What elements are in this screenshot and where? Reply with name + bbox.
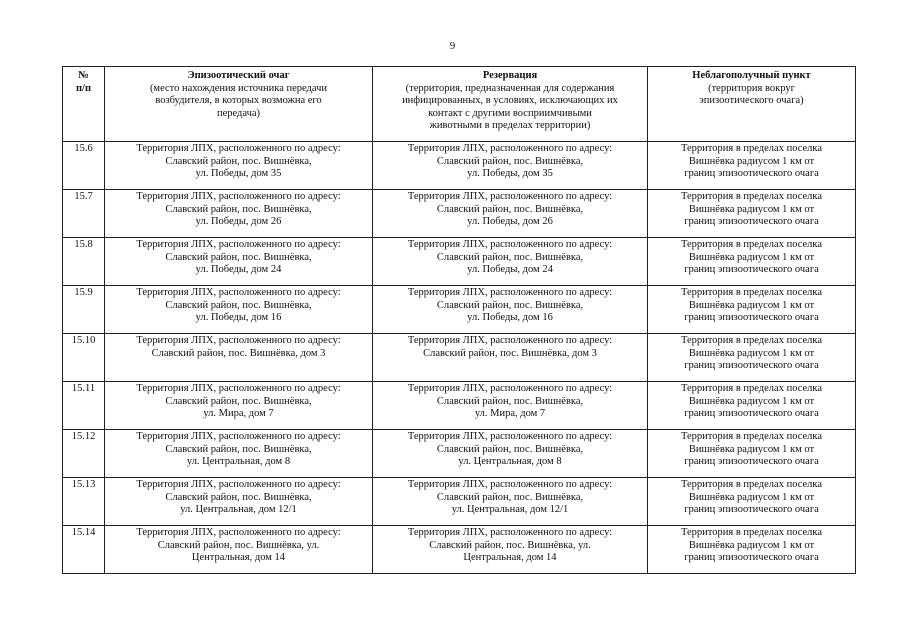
text-line: Славский район, пос. Вишнёвка, [165, 203, 312, 215]
text-line: 15.9 [74, 287, 93, 298]
problem-area-cell [648, 190, 856, 238]
text-line: Территория ЛПХ, расположенного по адресу: [136, 191, 341, 202]
text-line: Территория ЛПХ, расположенного по адресу: [407, 143, 613, 154]
text-line: Территория в пределах поселка [681, 527, 822, 538]
text-line: Территория ЛПХ, расположенного по адресу: [407, 191, 613, 202]
text-line: Территория в пределах поселка [681, 431, 822, 442]
text-line: Славский район, пос. Вишнёвка, [436, 251, 584, 263]
problem-area-cell [648, 478, 856, 526]
text-line: контакт с другими восприимчивыми [428, 107, 592, 119]
text-line: (территория вокруг [708, 82, 795, 94]
table-row [63, 334, 856, 382]
text-line: 15.10 [71, 335, 96, 346]
text-line: границ эпизоотического очага [684, 408, 819, 419]
text-line: ул. Победы, дом 16 [195, 312, 282, 323]
problem-area-cell [648, 334, 856, 382]
text-line: передача) [216, 107, 261, 119]
text-line: Славский район, пос. Вишнёвка, [436, 491, 584, 503]
table-row [63, 430, 856, 478]
text-line: Территория в пределах поселка [681, 335, 822, 346]
text-line: Славский район, пос. Вишнёвка, [165, 491, 312, 503]
table-row [63, 478, 856, 526]
text-line: Территория ЛПХ, расположенного по адресу: [136, 479, 341, 490]
row-number-cell [63, 478, 105, 526]
header-title [65, 70, 102, 95]
focus-address-cell [105, 382, 373, 430]
text-line: Территория в пределах поселка [681, 239, 822, 250]
text-line: эпизоотического очага) [699, 95, 804, 106]
text-line: ул. Победы, дом 24 [195, 264, 282, 275]
reservation-address-cell [373, 190, 648, 238]
text-line: ул. Мира, дом 7 [203, 408, 274, 419]
text-line: Вишнёвка радиусом 1 км от [688, 443, 815, 455]
text-line: ул. Победы, дом 26 [467, 216, 553, 227]
text-line: Территория ЛПХ, расположенного по адресу: [407, 479, 613, 490]
text-line: границ эпизоотического очага [684, 216, 819, 227]
table-row [63, 142, 856, 190]
text-line: Вишнёвка радиусом 1 км от [688, 395, 815, 407]
text-line: границ эпизоотического очага [684, 456, 819, 467]
text-line: Территория ЛПХ, расположенного по адресу: [407, 431, 613, 442]
text-line: ул. Мира, дом 7 [474, 408, 546, 419]
text-line: ул. Центральная, дом 12/1 [451, 504, 569, 515]
text-line: Территория ЛПХ, расположенного по адресу: [407, 335, 613, 346]
text-line: границ эпизоотического очага [684, 504, 819, 515]
reservation-address-cell [373, 286, 648, 334]
text-line: Территория ЛПХ, расположенного по адресу: [136, 527, 341, 538]
table-row [63, 286, 856, 334]
text-line: Вишнёвка радиусом 1 км от [688, 251, 815, 263]
text-line: 15.14 [71, 527, 96, 538]
text-line: 15.7 [74, 191, 93, 202]
row-number-cell [63, 286, 105, 334]
text-line: 15.8 [74, 239, 93, 250]
focus-address-cell [105, 526, 373, 574]
table-row [63, 238, 856, 286]
text-line: Славский район, пос. Вишнёвка, [436, 395, 584, 407]
text-line: ул. Центральная, дом 12/1 [180, 504, 297, 515]
text-line: п/п [75, 82, 92, 94]
text-line: Территория ЛПХ, расположенного по адресу: [136, 335, 341, 346]
problem-area-cell [648, 238, 856, 286]
row-number-cell [63, 526, 105, 574]
text-line: ул. Победы, дом 24 [467, 264, 553, 275]
text-line: 15.12 [71, 431, 96, 442]
table-header-row [63, 67, 856, 142]
text-line: Территория ЛПХ, расположенного по адресу: [136, 143, 341, 154]
text-line: ул. Победы, дом 35 [467, 168, 553, 179]
page-number: 9 [449, 40, 456, 52]
text-line: Славский район, пос. Вишнёвка, дом 3 [151, 347, 326, 359]
text-line: Территория ЛПХ, расположенного по адресу: [136, 431, 341, 442]
focus-address-cell [105, 238, 373, 286]
text-line: границ эпизоотического очага [684, 168, 819, 179]
text-line: Славский район, пос. Вишнёвка, [165, 251, 312, 263]
text-line: Славский район, пос. Вишнёвка, [436, 299, 584, 311]
text-line: Территория ЛПХ, расположенного по адресу: [136, 383, 341, 394]
row-number-cell [63, 430, 105, 478]
text-line: Территория ЛПХ, расположенного по адресу: [407, 527, 613, 538]
reservation-address-cell [373, 142, 648, 190]
text-line: (территория, предназначенная для содержания [405, 82, 615, 94]
text-line: Центральная, дом 14 [191, 552, 286, 563]
text-line: Славский район, пос. Вишнёвка, дом 3 [423, 347, 597, 359]
text-line: Территория в пределах поселка [681, 143, 822, 154]
text-line: Вишнёвка радиусом 1 км от [688, 203, 815, 215]
text-line: ул. Победы, дом 16 [467, 312, 553, 323]
focus-address-cell [105, 286, 373, 334]
reservation-address-cell [373, 334, 648, 382]
text-line: Территория в пределах поселка [681, 191, 822, 202]
table-body [63, 142, 856, 574]
text-line: 15.11 [71, 383, 96, 394]
text-line: Территория ЛПХ, расположенного по адресу: [407, 383, 613, 394]
text-line: животными в пределах территории) [429, 120, 591, 131]
text-line: Славский район, пос. Вишнёвка, [436, 155, 584, 167]
text-line: границ эпизоотического очага [684, 264, 819, 275]
text-line: Славский район, пос. Вишнёвка, [165, 299, 312, 311]
text-line: Славский район, пос. Вишнёвка, ул. [429, 539, 591, 551]
reservation-address-cell [373, 430, 648, 478]
text-line: Славский район, пос. Вишнёвка, [436, 203, 584, 215]
text-line: Территория ЛПХ, расположенного по адресу: [407, 287, 613, 298]
episootic-table [62, 66, 856, 574]
text-line: Славский район, пос. Вишнёвка, [165, 443, 312, 455]
table-row [63, 382, 856, 430]
text-line: Славский район, пос. Вишнёвка, [165, 395, 312, 407]
text-line: Вишнёвка радиусом 1 км от [688, 155, 815, 167]
header-reservation [373, 67, 648, 142]
text-line: Резервация [482, 70, 538, 81]
header-subtitle [650, 83, 853, 108]
text-line: Эпизоотический очаг [187, 70, 290, 81]
table-row [63, 526, 856, 574]
text-line: инфицированных, в условиях, исключающих их [402, 95, 618, 106]
reservation-address-cell [373, 382, 648, 430]
text-line: Вишнёвка радиусом 1 км от [688, 299, 815, 311]
header-subtitle [107, 83, 370, 121]
focus-address-cell [105, 478, 373, 526]
text-line: границ эпизоотического очага [684, 312, 819, 323]
reservation-address-cell [373, 238, 648, 286]
text-line: Славский район, пос. Вишнёвка, [165, 155, 312, 167]
focus-address-cell [105, 430, 373, 478]
text-line: Территория в пределах поселка [681, 287, 822, 298]
header-subtitle [375, 83, 645, 133]
header-title [107, 70, 370, 83]
text-line: ул. Победы, дом 35 [195, 168, 282, 179]
text-line: № [78, 70, 89, 81]
text-line: Территория ЛПХ, расположенного по адресу: [407, 239, 613, 250]
problem-area-cell [648, 286, 856, 334]
focus-address-cell [105, 190, 373, 238]
focus-address-cell [105, 142, 373, 190]
text-line: ул. Центральная, дом 8 [458, 456, 562, 467]
text-line: Центральная, дом 14 [463, 552, 557, 563]
text-line: Славский район, пос. Вишнёвка, ул. [157, 539, 320, 551]
text-line: Вишнёвка радиусом 1 км от [688, 491, 815, 503]
text-line: возбудителя, в которых возможна его [155, 95, 322, 106]
text-line: Территория в пределах поселка [681, 383, 822, 394]
header-title [375, 70, 645, 83]
header-area [648, 67, 856, 142]
text-line: 15.6 [74, 143, 93, 154]
problem-area-cell [648, 430, 856, 478]
header-title [650, 70, 853, 83]
text-line: Территория ЛПХ, расположенного по адресу: [136, 239, 341, 250]
text-line: Славский район, пос. Вишнёвка, [436, 443, 584, 455]
text-line: границ эпизоотического очага [684, 360, 819, 371]
text-line: 15.13 [71, 479, 96, 490]
problem-area-cell [648, 142, 856, 190]
problem-area-cell [648, 382, 856, 430]
text-line: Территория в пределах поселка [681, 479, 822, 490]
text-line: ул. Центральная, дом 8 [186, 456, 291, 467]
text-line: Территория ЛПХ, расположенного по адресу: [136, 287, 341, 298]
header-number [63, 67, 105, 142]
header-focus [105, 67, 373, 142]
text-line: Вишнёвка радиусом 1 км от [688, 347, 815, 359]
reservation-address-cell [373, 526, 648, 574]
row-number-cell [63, 142, 105, 190]
row-number-cell [63, 382, 105, 430]
text-line: Неблагополучный пункт [692, 70, 811, 81]
focus-address-cell [105, 334, 373, 382]
text-line: ул. Победы, дом 26 [195, 216, 282, 227]
table-row [63, 190, 856, 238]
text-line: границ эпизоотического очага [684, 552, 819, 563]
text-line: Вишнёвка радиусом 1 км от [688, 539, 815, 551]
row-number-cell [63, 238, 105, 286]
text-line: (место нахождения источника передачи [149, 82, 328, 94]
row-number-cell [63, 334, 105, 382]
reservation-address-cell [373, 478, 648, 526]
row-number-cell [63, 190, 105, 238]
problem-area-cell [648, 526, 856, 574]
